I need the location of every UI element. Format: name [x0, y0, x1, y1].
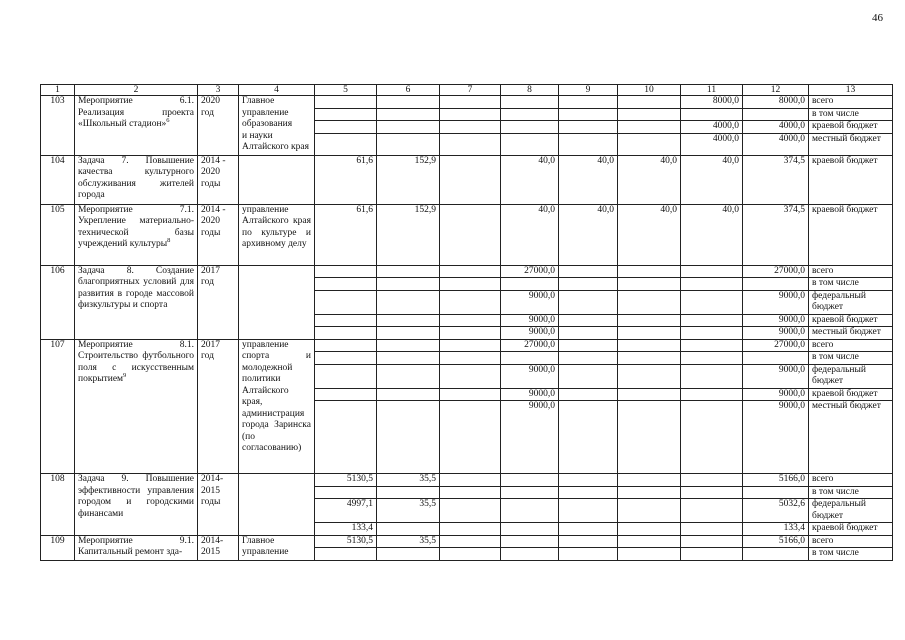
cell-2020: 40,0	[681, 204, 743, 265]
cell-total: 8000,0	[743, 96, 809, 109]
column-header: 13	[809, 85, 893, 96]
cell-2020: 4000,0	[681, 121, 743, 134]
cell-source: краевой бюджет	[809, 155, 893, 204]
cell-source: краевой бюджет	[809, 121, 893, 134]
cell-total	[743, 108, 809, 121]
cell-2014: 4997,1	[315, 499, 377, 523]
item-period: 2014 - 2020 годы	[198, 155, 239, 204]
cell-2017: 9000,0	[501, 401, 559, 474]
cell-2015: 35,5	[377, 535, 440, 548]
table-row-105	[41, 204, 893, 265]
cell-2015	[377, 486, 440, 499]
column-header: 8	[501, 85, 559, 96]
cell-2018: 40,0	[559, 204, 618, 265]
cell-total	[743, 486, 809, 499]
cell-2020: 4000,0	[681, 133, 743, 155]
program-activities-table	[40, 84, 893, 561]
item-name: Мероприятие 9.1. Капитальный ремонт зда-	[75, 535, 198, 560]
cell-2014	[315, 486, 377, 499]
cell-total: 374,5	[743, 155, 809, 204]
column-header: 7	[440, 85, 501, 96]
cell-2017: 40,0	[501, 204, 559, 265]
cell-source: местный бюджет	[809, 133, 893, 155]
item-name: Мероприятие 6.1. Реализация проекта «Школьный стадион»$^6$	[75, 96, 198, 156]
row-number: 108	[41, 474, 75, 536]
cell-total	[743, 548, 809, 561]
item-period: 2017 год	[198, 339, 239, 474]
cell-total: 9000,0	[743, 388, 809, 401]
column-header: 1	[41, 85, 75, 96]
cell-2017: 27000,0	[501, 265, 559, 278]
cell-2017: 9000,0	[501, 290, 559, 314]
cell-total: 9000,0	[743, 314, 809, 327]
cell-total: 27000,0	[743, 339, 809, 352]
cell-source: федеральный бюджет	[809, 364, 893, 388]
cell-source: федеральный бюджет	[809, 290, 893, 314]
table-header-row	[41, 85, 893, 96]
cell-total: 4000,0	[743, 121, 809, 134]
cell-total: 5166,0	[743, 474, 809, 487]
cell-total: 9000,0	[743, 327, 809, 340]
cell-total: 5032,6	[743, 499, 809, 523]
cell-2015: 152,9	[377, 155, 440, 204]
cell-source: в том числе	[809, 548, 893, 561]
column-header: 12	[743, 85, 809, 96]
table-row-108	[41, 474, 893, 487]
cell-2014: 61,6	[315, 204, 377, 265]
column-header: 2	[75, 85, 198, 96]
cell-total: 9000,0	[743, 364, 809, 388]
cell-2018: 40,0	[559, 155, 618, 204]
cell-source: всего	[809, 96, 893, 109]
cell-source: в том числе	[809, 278, 893, 291]
cell-source: в том числе	[809, 352, 893, 365]
item-executor: управление Алтайского края по культуре и архивному делу	[239, 204, 315, 265]
column-header: 6	[377, 85, 440, 96]
table-row-107	[41, 339, 893, 352]
cell-2017	[501, 278, 559, 291]
cell-source: в том числе	[809, 486, 893, 499]
row-number: 106	[41, 265, 75, 339]
cell-total: 4000,0	[743, 133, 809, 155]
cell-source: местный бюджет	[809, 327, 893, 340]
cell-source: краевой бюджет	[809, 314, 893, 327]
item-period: 2020 год	[198, 96, 239, 156]
column-header: 3	[198, 85, 239, 96]
cell-2015: 35,5	[377, 499, 440, 523]
cell-source: в том числе	[809, 108, 893, 121]
cell-2014: 5130,5	[315, 535, 377, 548]
cell-2014: 5130,5	[315, 474, 377, 487]
page-number: 46	[872, 12, 883, 24]
cell-2015	[377, 548, 440, 561]
column-header: 10	[618, 85, 681, 96]
column-header: 9	[559, 85, 618, 96]
cell-source: всего	[809, 265, 893, 278]
cell-total: 9000,0	[743, 401, 809, 474]
row-number: 107	[41, 339, 75, 474]
row-number: 105	[41, 204, 75, 265]
cell-source: федеральный бюджет	[809, 499, 893, 523]
item-period: 2014- 2015 годы	[198, 474, 239, 536]
cell-source: всего	[809, 535, 893, 548]
cell-2019: 40,0	[618, 204, 681, 265]
row-number: 103	[41, 96, 75, 156]
table-row-103	[41, 96, 893, 109]
cell-source: краевой бюджет	[809, 523, 893, 536]
cell-total: 133,4	[743, 523, 809, 536]
item-executor: Главное управление образования и науки Алтайского края	[239, 96, 315, 156]
item-executor: управление спорта и молодежной политики Алтайского края, администрация города Заринска (по согласованию)	[239, 339, 315, 474]
cell-source: краевой бюджет	[809, 204, 893, 265]
cell-2017	[501, 352, 559, 365]
table-row-109	[41, 535, 893, 548]
item-name: Мероприятие 8.1. Строительство футбольного поля с искусственным покрытием$^9$	[75, 339, 198, 474]
cell-2017: 9000,0	[501, 388, 559, 401]
item-name: Мероприятие 7.1. Укрепление материально-технической базы учреждений культуры$^8$	[75, 204, 198, 265]
row-number: 109	[41, 535, 75, 560]
cell-2014: 61,6	[315, 155, 377, 204]
cell-2015: 152,9	[377, 204, 440, 265]
cell-total	[743, 352, 809, 365]
item-name: Задача 7. Повышение качества культурного обслуживания жителей города	[75, 155, 198, 204]
cell-2020: 8000,0	[681, 96, 743, 109]
item-period: 2017 год	[198, 265, 239, 339]
cell-2020	[681, 108, 743, 121]
cell-2014: 133,4	[315, 523, 377, 536]
cell-source: краевой бюджет	[809, 388, 893, 401]
cell-2020: 40,0	[681, 155, 743, 204]
item-executor: Главное управление	[239, 535, 315, 560]
cell-2017: 40,0	[501, 155, 559, 204]
item-name: Задача 9. Повышение эффективности управления городом и городскими финансами	[75, 474, 198, 536]
cell-2015: 35,5	[377, 474, 440, 487]
cell-2014	[315, 548, 377, 561]
cell-2017: 9000,0	[501, 314, 559, 327]
cell-source: местный бюджет	[809, 401, 893, 474]
cell-2019: 40,0	[618, 155, 681, 204]
cell-2015	[377, 523, 440, 536]
column-header: 5	[315, 85, 377, 96]
item-name: Задача 8. Создание благоприятных условий для развития в городе массовой физкультуры и спорта	[75, 265, 198, 339]
cell-total: 27000,0	[743, 265, 809, 278]
item-period: 2014- 2015	[198, 535, 239, 560]
column-header: 11	[681, 85, 743, 96]
row-number: 104	[41, 155, 75, 204]
table-row-106	[41, 265, 893, 278]
table-row-104	[41, 155, 893, 204]
cell-total: 374,5	[743, 204, 809, 265]
cell-2017: 27000,0	[501, 339, 559, 352]
cell-total	[743, 278, 809, 291]
cell-total: 5166,0	[743, 535, 809, 548]
cell-2017: 9000,0	[501, 327, 559, 340]
cell-source: всего	[809, 474, 893, 487]
cell-source: всего	[809, 339, 893, 352]
item-period: 2014 - 2020 годы	[198, 204, 239, 265]
cell-2017: 9000,0	[501, 364, 559, 388]
cell-total: 9000,0	[743, 290, 809, 314]
column-header: 4	[239, 85, 315, 96]
